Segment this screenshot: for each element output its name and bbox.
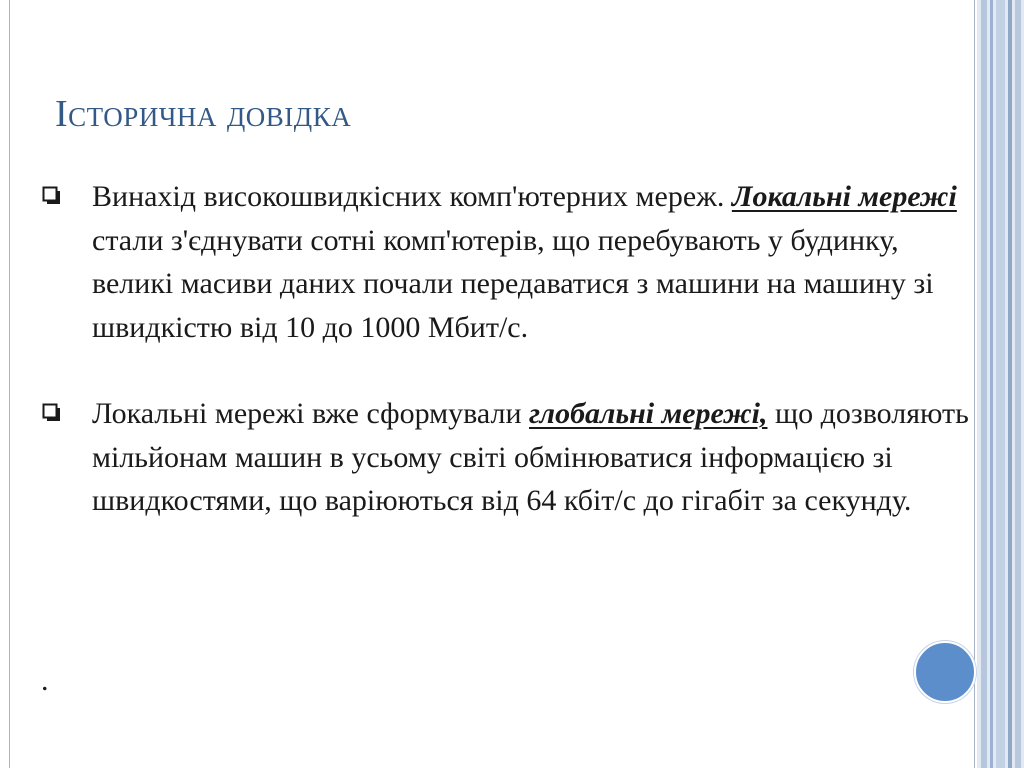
bullet-emphasis: глобальні мережі, [529,397,768,430]
trailing-mark: . [41,664,49,697]
bullet-item [40,175,972,349]
bullet-emphasis: Локальні мережі [731,180,957,213]
checkbox-icon [42,403,62,423]
slide-title: Історична довідка [55,93,352,135]
decorative-circle [914,641,976,703]
checkbox-icon [42,186,62,206]
bullet-text: Локальні мережі вже сформували [92,397,529,430]
bullet-text: що дозволяють мільйонам машин в усьому світі обмінюватися інформацією зі швидкостями, що варіюються від 64 кбіт/с до гігабіт за секунду. [92,397,969,517]
bullet-text: Винахід високошвидкісних комп'ютерних мереж. [92,180,732,213]
decorative-side-stripes [977,0,1024,768]
bullet-text: стали з'єднувати сотні комп'ютерів, що перебувають у будинку, великі масиви даних почали передаватися з машини на машину зі швидкістю від 10 до 1000 Мбит/с. [92,223,934,344]
bullet-item [40,392,972,523]
bullet-list [40,175,972,523]
